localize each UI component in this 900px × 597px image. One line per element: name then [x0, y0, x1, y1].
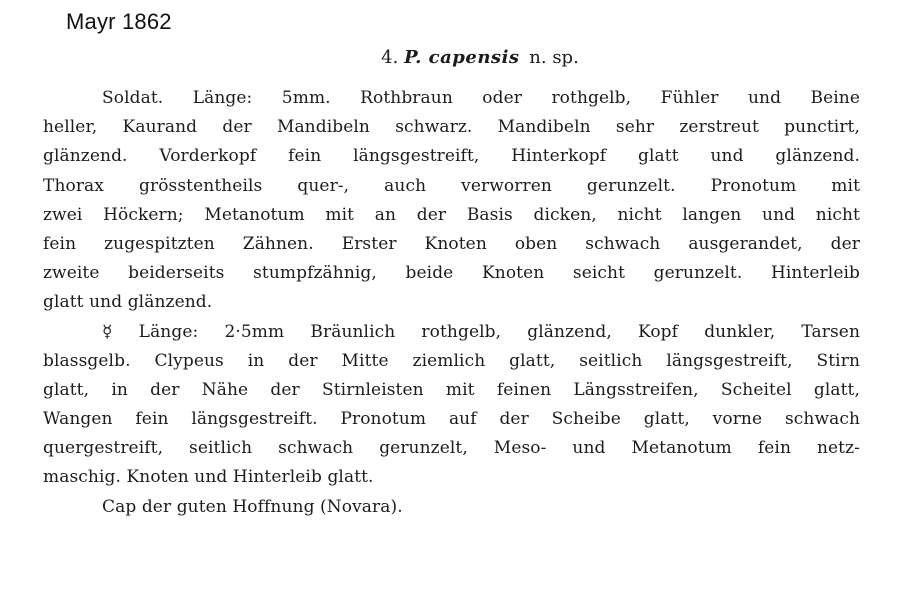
- text-line: glatt, in der Nähe der Stirnleisten mit feinen Längsstreifen, Scheitel glatt,: [43, 379, 860, 400]
- text-line: Soldat. Länge: 5mm. Rothbraun oder rothgelb, Fühler und Beine: [102, 88, 860, 108]
- citation-label: Mayr 1862: [66, 9, 172, 34]
- text-line: zwei Höckern; Metanotum mit an der Basis dicken, nicht langen und nicht: [43, 204, 860, 225]
- soldier-paragraph: [40, 84, 860, 318]
- text-line: blassgelb. Clypeus in der Mitte ziemlich glatt, seitlich längsgestreift, Stirn: [43, 350, 860, 371]
- text-line: Thorax grösstentheils quer-, auch verworren gerunzelt. Pronotum mit: [43, 175, 860, 196]
- species-number: 4.: [381, 47, 399, 68]
- text-line: glatt und glänzend.: [43, 292, 213, 313]
- species-status: n. sp.: [529, 47, 579, 68]
- text-line: quergestreift, seitlich schwach gerunzelt, Meso- und Metanotum fein netz-: [43, 438, 860, 459]
- locality-line: Cap der guten Hoffnung (Novara).: [102, 496, 403, 517]
- species-heading: [100, 44, 860, 72]
- scanned-text-block: [40, 44, 860, 522]
- text-line: zweite beiderseits stumpfzähnig, beide Knoten seicht gerunzelt. Hinterleib: [43, 263, 860, 284]
- text-line: fein zugespitzten Zähnen. Erster Knoten oben schwach ausgerandet, der: [43, 233, 860, 254]
- text-line: heller, Kaurand der Mandibeln schwarz. Mandibeln sehr zerstreut punctirt,: [43, 117, 860, 138]
- worker-paragraph: [40, 318, 860, 493]
- text-line: Wangen fein längsgestreift. Pronotum auf der Scheibe glatt, vorne schwach: [43, 409, 860, 430]
- text-line: ☿ Länge: 2·5mm Bräunlich rothgelb, glänzend, Kopf dunkler, Tarsen: [102, 321, 860, 342]
- text-line: glänzend. Vorderkopf fein längsgestreift, Hinterkopf glatt und glänzend.: [43, 146, 860, 167]
- species-name: P. capensis: [404, 47, 520, 68]
- text-line: maschig. Knoten und Hinterleib glatt.: [43, 467, 374, 488]
